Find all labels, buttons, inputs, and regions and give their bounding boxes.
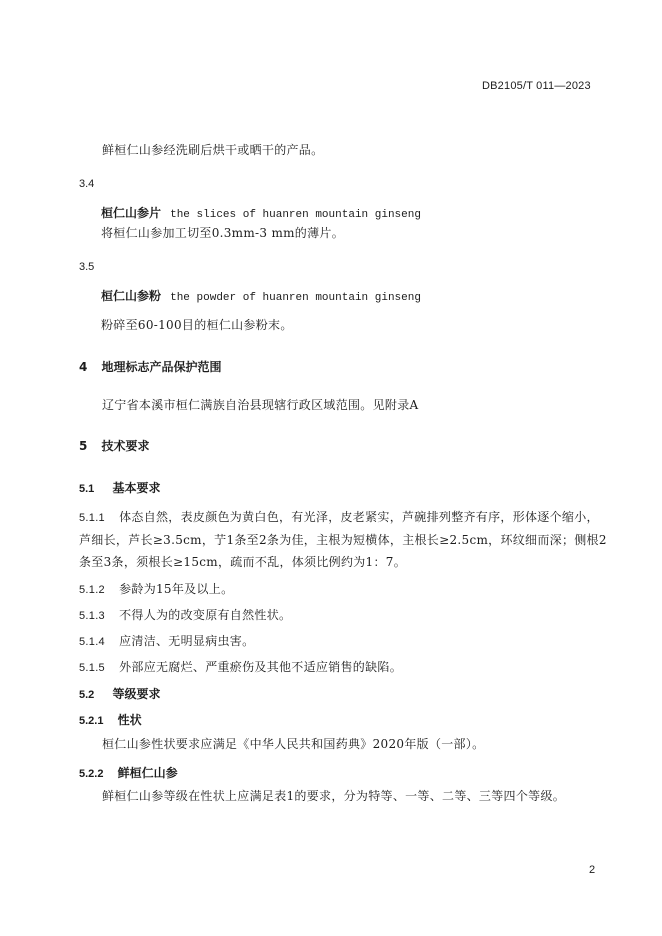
- clause-number: 5.1: [79, 483, 95, 495]
- clause-title: 性状: [117, 713, 142, 727]
- clause-3-5-number: 3.5: [79, 261, 95, 273]
- clause-text: 外部应无腐烂、严重瘀伤及其他不适应销售的缺陷。: [119, 660, 402, 674]
- clause-3-4-number: 3.4: [79, 178, 95, 190]
- section-5-heading: [79, 437, 150, 454]
- clause-5-1-5: [79, 658, 402, 675]
- clause-title: 等级要求: [112, 687, 161, 701]
- section-4-heading: [79, 358, 222, 375]
- clause-title: 基本要求: [112, 481, 161, 495]
- clause-text: 应清洁、无明显病虫害。: [119, 634, 255, 648]
- clause-5-2-2-text: 鲜桓仁山参等级在性状上应满足表1的要求，分为特等、一等、二等、三等四个等级。: [102, 789, 566, 803]
- definition-3-3: 鲜桓仁山参经洗刷后烘干或晒干的产品。: [102, 143, 324, 157]
- clause-number: 5.1.2: [79, 584, 105, 596]
- term-en: the powder of huanren mountain ginseng: [170, 292, 421, 304]
- section-title: 地理标志产品保护范围: [101, 360, 222, 374]
- clause-text: 参龄为15年及以上。: [119, 582, 234, 596]
- clause-5-1-3: [79, 606, 291, 623]
- clause-title: 鲜桓仁山参: [117, 766, 178, 780]
- document-code: DB2105/T 011—2023: [482, 80, 591, 92]
- term-cn: 桓仁山参片: [101, 206, 162, 220]
- clause-5-2-2-heading: [79, 764, 178, 781]
- clause-5-1-heading: [79, 479, 161, 496]
- clause-5-2-heading: [79, 685, 161, 702]
- section-number: 5: [79, 439, 88, 453]
- clause-number: 5.2.1: [79, 715, 104, 727]
- clause-number: 5.2: [79, 689, 95, 701]
- clause-3-5-term: [101, 285, 421, 304]
- clause-number: 5.2.2: [79, 768, 104, 780]
- clause-text: 体态自然，表皮颜色为黄白色，有光泽，皮老紧实，芦碗排列整齐有序，形体逐个缩小，芦细长，芦长≥3.5cm，艼1条至2条为佳，主根为短横体，主根长≥2.5cm，环纹细而深；侧根2条至3条，须根长≥15cm，疏而不乱，体须比例约为1：7。: [79, 510, 607, 569]
- clause-5-2-1-text: 桓仁山参性状要求应满足《中华人民共和国药典》2020年版（一部）。: [102, 737, 485, 751]
- clause-5-1-4: [79, 632, 254, 649]
- clause-number: 5.1.3: [79, 610, 105, 622]
- term-cn: 桓仁山参粉: [101, 289, 162, 303]
- section-title: 技术要求: [101, 439, 150, 453]
- clause-number: 5.1.1: [79, 512, 105, 524]
- clause-5-2-1-heading: [79, 711, 142, 728]
- clause-3-4-term: [101, 202, 421, 221]
- page-number: 2: [589, 864, 596, 876]
- clause-3-4-definition: 将桓仁山参加工切至0.3mm-3 mm的薄片。: [101, 226, 345, 240]
- clause-5-1-1: [79, 506, 607, 573]
- clause-5-1-2: [79, 580, 233, 597]
- clause-3-5-definition: 粉碎至60-100目的桓仁山参粉末。: [101, 318, 293, 332]
- clause-text: 不得人为的改变原有自然性状。: [119, 608, 292, 622]
- clause-number: 5.1.5: [79, 662, 105, 674]
- clause-number: 5.1.4: [79, 636, 105, 648]
- section-4-text: 辽宁省本溪市桓仁满族自治县现辖行政区域范围。见附录A: [102, 398, 419, 412]
- term-en: the slices of huanren mountain ginseng: [170, 209, 421, 221]
- section-number: 4: [79, 360, 88, 374]
